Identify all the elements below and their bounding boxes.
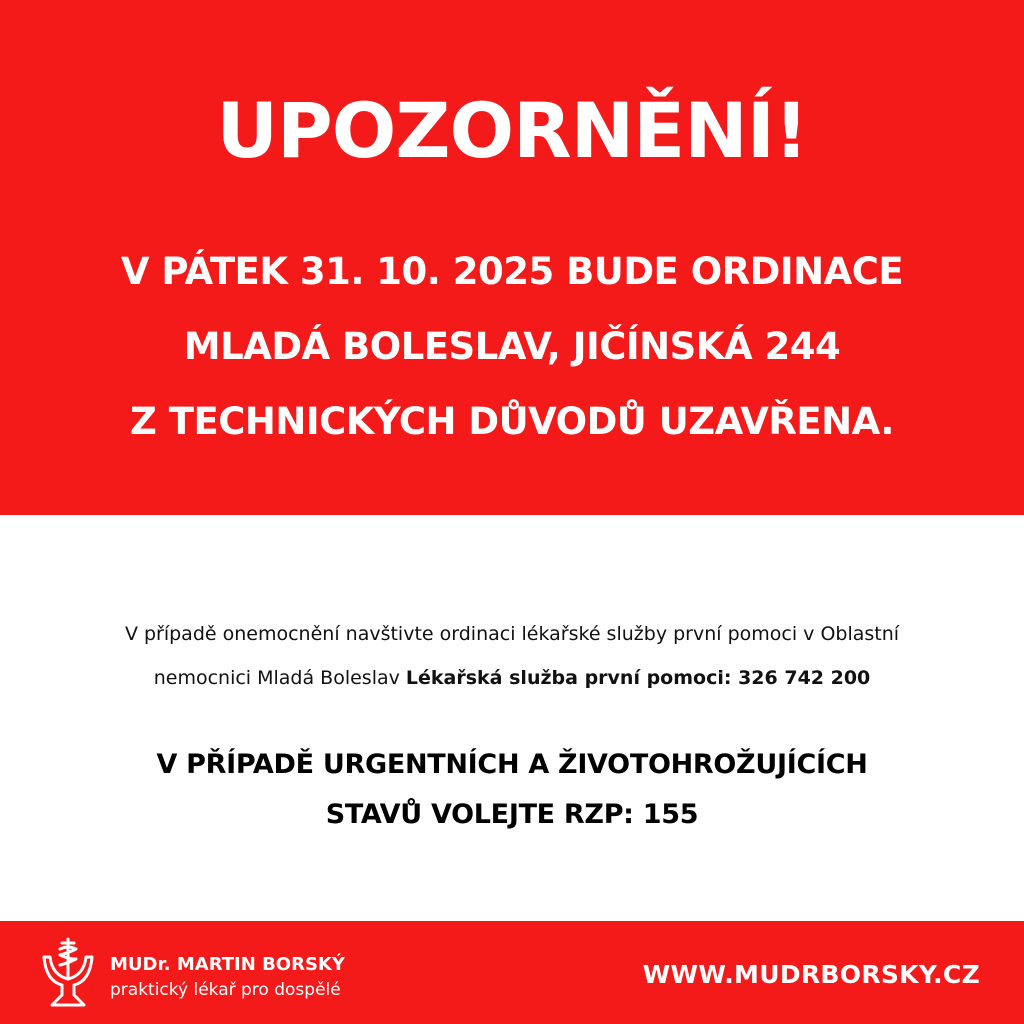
page-title: UPOZORNĚNÍ! (216, 86, 808, 175)
notice-line-2: MLADÁ BOLESLAV, JIČÍNSKÁ 244 (183, 325, 841, 368)
urgent-notice (40, 740, 984, 840)
notice-line-1: V PÁTEK 31. 10. 2025 BUDE ORDINACE (120, 250, 904, 293)
urgent-line-2: STAVŮ VOLEJTE RZP: 155 (325, 799, 699, 830)
chalice-snake-icon (40, 935, 96, 1011)
footer-bar (0, 921, 1024, 1024)
doctor-name: MUDr. MARTIN BORSKÝ (110, 954, 345, 975)
info-paragraph (40, 612, 984, 700)
info-line-2 (40, 656, 984, 700)
notice-line-3: Z TECHNICKÝCH DŮVODŮ UZAVŘENA. (130, 400, 894, 443)
urgent-line-1: V PŘÍPADĚ URGENTNÍCH A ŽIVOTOHROŽUJÍCÍCH (156, 749, 868, 780)
doctor-subtitle: praktický lékař pro dospělé (110, 980, 341, 1000)
website-link[interactable]: WWW.MUDRBORSKY.CZ (642, 960, 980, 989)
first-aid-phone: Lékařská služba první pomoci: 326 742 200 (405, 667, 871, 689)
info-line-2-prefix: nemocnici Mladá Boleslav (153, 667, 400, 689)
info-line-1: V případě onemocnění navštivte ordinaci lékařské služby první pomoci v Oblastní (124, 623, 900, 645)
